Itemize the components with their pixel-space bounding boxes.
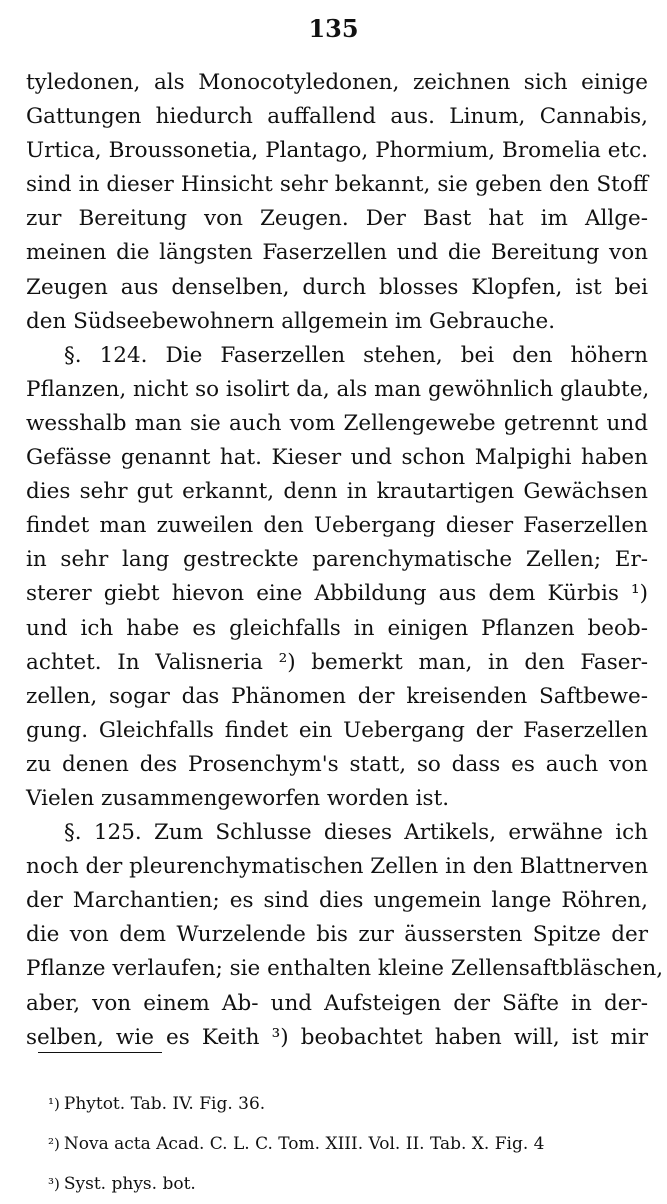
text-line: und ich habe es gleichfalls in einigen Pflanzen beob- [26, 615, 648, 641]
footnote-mark: ²) [48, 1135, 60, 1153]
text-line: noch der pleurenchymatischen Zellen in den Blattnerven [26, 854, 649, 880]
footnote-mark: ¹) [48, 1095, 60, 1113]
text-line: Gattungen hiedurch auffallend aus. Linum, Cannabis, [26, 104, 648, 130]
page-number: 135 [308, 14, 359, 43]
text-line: Zeugen aus denselben, durch blosses Klopfen, ist bei [26, 274, 648, 300]
text-line: Gefässe genannt hat. Kieser und schon Malpighi haben [26, 445, 648, 471]
text-line: selben, wie es Keith ³) beobachtet haben will, ist mir [26, 1024, 648, 1050]
text-line: die von dem Wurzelende bis zur äussersten Spitze der [26, 922, 648, 948]
text-line: tyledonen, als Monocotyledonen, zeichnen sich einige [26, 70, 648, 95]
footnote-mark: ³) [48, 1175, 60, 1193]
body-text [26, 66, 664, 1055]
footnote-text: Nova acta Acad. C. L. C. Tom. XIII. Vol. II. Tab. X. Fig. 4 [63, 1134, 545, 1154]
text-line: meinen die längsten Faserzellen und die Bereitung von [26, 240, 648, 266]
text-line: Pflanzen, nicht so isolirt da, als man gewöhnlich glaubte, [26, 376, 650, 402]
footnote [48, 1164, 648, 1204]
text-line: in sehr lang gestreckte parenchymatische Zellen; Er- [26, 547, 648, 573]
text-line: §. 124. Die Faserzellen stehen, bei den höhern [64, 342, 648, 368]
footnote-text: Phytot. Tab. IV. Fig. 36. [63, 1094, 266, 1114]
text-line: der Marchantien; es sind dies ungemein lange Röhren, [26, 888, 648, 914]
text-line: den Südseebewohnern allgemein im Gebrauche. [26, 308, 556, 334]
text-line: sterer giebt hievon eine Abbildung aus dem Kürbis ¹) [26, 581, 648, 607]
text-line: wesshalb man sie auch vom Zellengewebe getrennt und [26, 410, 648, 436]
text-line: dies sehr gut erkannt, denn in krautartigen Gewächsen [26, 479, 648, 505]
text-line: zur Bereitung von Zeugen. Der Bast hat im Allge- [26, 206, 648, 232]
text-line: gung. Gleichfalls findet ein Uebergang der Faserzellen [26, 717, 648, 743]
text-line: §. 125. Zum Schlusse dieses Artikels, erwähne ich [64, 820, 648, 846]
text-line: aber, von einem Ab- und Aufsteigen der Säfte in der- [26, 990, 648, 1016]
text-line: zellen, sogar das Phänomen der kreisenden Saftbewe- [26, 683, 648, 709]
text-line: Vielen zusammengeworfen worden ist. [26, 785, 450, 811]
footnotes [48, 1084, 648, 1204]
text-line: zu denen des Prosenchym's statt, so dass es auch von [26, 751, 648, 777]
text-line: sind in dieser Hinsicht sehr bekannt, sie geben den Stoff [26, 172, 648, 198]
text-line: achtet. In Valisneria ²) bemerkt man, in den Faser- [26, 649, 648, 675]
footnote [48, 1124, 648, 1164]
footnote-text: Syst. phys. bot. [63, 1174, 196, 1194]
footnote [48, 1084, 648, 1124]
text-line: Urtica, Broussonetia, Plantago, Phormium, Bromelia etc. [26, 138, 648, 164]
footnote-separator [38, 1052, 162, 1053]
text-line: Pflanze verlaufen; sie enthalten kleine Zellensaftbläschen, [26, 956, 664, 982]
text-line: findet man zuweilen den Uebergang dieser Faserzellen [26, 513, 648, 539]
